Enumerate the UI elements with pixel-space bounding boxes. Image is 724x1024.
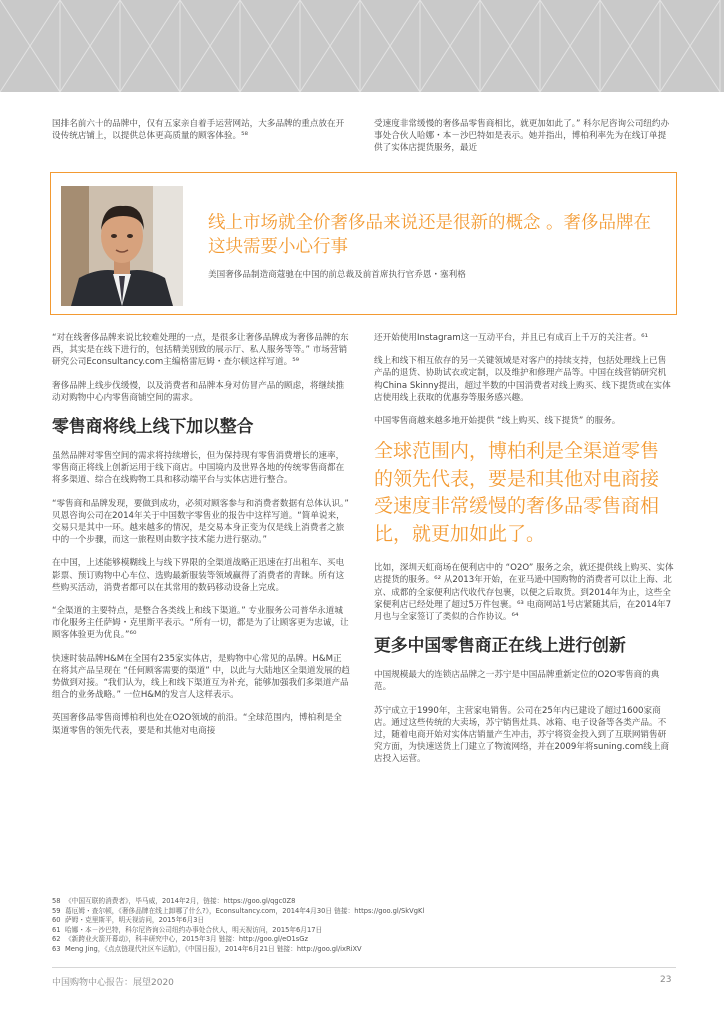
paragraph: 虽然品牌对零售空间的需求将持续增长，但为保持现有零售消费增长的速率，零售商正将线上创新运用于线下商店。中国境内及世界各地的传统零售商都在将多渠道、综合在线购物工具和移动端平台与实体店进行整合。 [52, 451, 345, 486]
footnote-text: Meng Jing，《点点链现代社区车运航》，《中国日报》，2014年6月21日 链接：http://goo.gl/ixRiXV [65, 944, 362, 953]
paragraph: “零售商和品牌发现，要做到成功，必须对顾客参与和消费者数据有总体认识。” 贝恩咨询公司在2014年关于中国数字零售业的报告中这样写道。“简单说来，交易只是其中一环。越来越多的情况，是交易本身正变为仅是线上消费者之旅中的一个步骤，而这一旅程则由数字技术能力进行驱动。” [52, 498, 349, 546]
footnote [52, 897, 652, 907]
left-column [52, 332, 350, 748]
paragraph: 比如，深圳天虹商场在便利店中的 “O2O” 服务之余，就还提供线上购买、实体店提货的服务。⁶² 从2013年开始，在亚马逊中国购物的消费者可以让上海、北京、成都的全家便利店代收代存包裹，以便之后取货。到2014年为止，这些全家便利店已经处理了超过5万件包裹。⁶³ 电商网站1号店紧随其后，在2014年7月也与全家签订了类似的合作协议。⁶⁴ [374, 563, 674, 623]
footnote-text: 哈娜・本－沙巴特，科尔尼咨询公司纽约办事处合伙人，明天视访问，2015年6月17日 [65, 925, 323, 934]
paragraph: 奢侈品牌上线步伐缓慢，以及消费者和品牌本身对仿冒产品的顾虑，将继续推动对购物中心内零售商铺空间的需求。 [52, 380, 345, 403]
paragraph: 国排名前六十的品牌中，仅有五家亲自着手运营网站，大多品牌的重点放在开设传统店铺上，以提供总体更高质量的顾客体验。⁵⁸ [52, 119, 345, 142]
quote-text: 线上市场就全价奢侈品来说还是很新的概念 。奢侈品牌在这块需要小心行事 [208, 213, 652, 257]
geometric-pattern [0, 0, 724, 92]
right-column [374, 332, 674, 777]
footer-divider [52, 967, 676, 968]
footnote-text: 葛厄姆・查尔顿，《奢侈品牌在线上卸哪了什么?》，Econsultancy.com，2014年4月30日 链接：https://goo.gl/SkVgKl [65, 906, 425, 915]
footer-report-title: 中国购物中心报告：展望2020 [52, 978, 174, 988]
footnote-number: 58 [52, 897, 61, 905]
paragraph: 中国零售商越来越多地开始提供 “线上购买、线下提货” 的服务。 [374, 416, 621, 427]
paragraph: “全渠道的主要特点，是整合各类线上和线下渠道。” 专业服务公司普华永道城市化服务主任萨姆・克里斯平表示。“所有一切，都是为了让顾客更为忠诚，让顾客体验更为优良。”⁶⁰ [52, 606, 349, 641]
paragraph: 中国规模最大的连锁店品牌之一苏宁是中国品牌重新定位的O2O零售商的典范。 [374, 670, 660, 693]
footnote [52, 935, 652, 945]
section-heading: 更多中国零售商正在线上进行创新 [374, 635, 626, 656]
footnote-text: 萨姆・克里斯平，明天视访问，2015年6月3日 [65, 916, 205, 924]
paragraph: 苏宁成立于1990年，主营家电销售。公司在25年内已建设了超过1600家商店。通过这些传统的大卖场，苏宁销售灶具、冰箱、电子设备等各类产品。不过，随着电商开始对实体店销量产生冲击，苏宁将资金投入到了互联网销售研究方面，为快速送货上门建立了物流网络，并在2009年将suning.com线上商店投入运营。 [374, 705, 670, 765]
paragraph: 还开始使用Instagram这一互动平台，并且已有成百上千万的关注者。⁶¹ [374, 333, 649, 343]
featured-quote-box [50, 172, 677, 315]
footnote [52, 945, 652, 955]
portrait-photo [61, 186, 183, 306]
footnote-number: 62 [52, 935, 61, 943]
page-number: 23 [660, 975, 672, 985]
paragraph: 快速时装品牌H&M在全国有235家实体店，是购物中心常见的品牌。H&M正在将其产品呈现在 “任何顾客需要的渠道” 中，以此与大陆地区全渠道发展的趋势做到对接。“我们认为，线上和线下渠道互为补充，能够加强我们多渠道产品组合的业务战略。” 一位H&M的发言人这样表示。 [52, 653, 350, 701]
footnote-number: 61 [52, 925, 61, 934]
top-right-text [374, 118, 674, 166]
footnote-number: 59 [52, 906, 61, 915]
footnote [52, 907, 652, 917]
footnotes [52, 897, 652, 954]
footnote-text: 《中国互联的消费者》，毕马威，2014年2月，链接：https://goo.gl/qgc0Z8 [65, 897, 296, 905]
paragraph: 受速度非常缓慢的奢侈品零售商相比，就更加如此了。” 科尔尼咨询公司纽约办事处合伙人哈娜・本－沙巴特如是表示。她并指出，博柏利率先为在线订单提供了实体店提货服务，最近 [374, 119, 670, 154]
footnote-text: 《新跨业火箭开幕动》，科丰研究中心，2015年3月 链接：http://goo.gl/eO1sGz [65, 935, 308, 943]
section-heading: 零售商将线上线下加以整合 [52, 416, 254, 437]
footnote [52, 916, 652, 926]
footnote-number: 63 [52, 944, 61, 953]
top-left-text [52, 118, 350, 153]
header-banner [0, 0, 724, 92]
paragraph: 在中国，上述能够模糊线上与线下界限的全渠道战略正迅速在打出租车、买电影票、预订购物中心车位、选购最新服装等领域赢得了消费者的青睐。所有这些购买活动，消费者都可以在其常用的数码移动设备上完成。 [52, 558, 345, 593]
paragraph: 线上和线下相互依存的另一关键领域是对客户的持续支持，包括处理线上已售产品的退货、协助试衣或定制，以及维护和修理产品等。中国在线营销研究机构China Skinny提出，超过半数的中国消费者对线上购买、线下提货或在实体店使用线上获取的优惠券等服务感兴趣。 [374, 356, 671, 403]
paragraph: “对在线奢侈品牌来说比较难处理的一点，是很多让奢侈品牌成为奢侈品牌的东西，其实是在线下进行的，包括精美别致的展示厅、私人服务等等。” 市场营销研究公司Econsultancy.com主编格雷厄姆・查尔顿这样写道。⁵⁹ [52, 333, 349, 368]
paragraph: 英国奢侈品零售商博柏利也处在O2O领域的前沿。“全球范围内，博柏利是全渠道零售的领先代表，要是和其他对电商接 [52, 713, 342, 736]
pull-quote: 全球范围内，博柏利是全渠道零售的领先代表，要是和其他对电商接受速度非常缓慢的奢侈品零售商相比，就更加如此了。 [374, 440, 660, 545]
footnote-number: 60 [52, 916, 61, 924]
person-portrait-image [61, 186, 183, 306]
footnote [52, 926, 652, 936]
quote-attribution: 美国奢侈品制造商蔻驰在中国的前总裁及前首席执行官乔恩・塞利格 [208, 270, 466, 280]
